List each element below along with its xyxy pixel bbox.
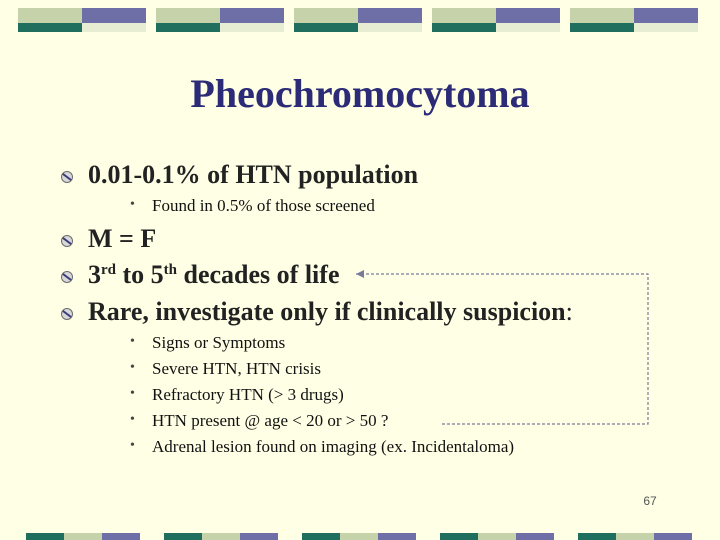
bottom-decorative-band: [0, 528, 720, 540]
sub-bullet-dot: •: [130, 360, 135, 375]
bullet-sex-ratio: M = F: [88, 224, 157, 253]
sub-bullet-screened: Found in 0.5% of those screened: [152, 196, 375, 215]
bullet-icon: [60, 307, 74, 321]
bullet-decades: 3rd to 5th decades of life: [88, 260, 340, 289]
top-decorative-band: [0, 0, 720, 32]
sub-bullet-dot: •: [130, 334, 135, 349]
sub-bullet-dot: •: [130, 412, 135, 427]
bullet-rare-investigate: Rare, investigate only if clinically suspicion:: [88, 297, 573, 326]
bullet-icon: [60, 234, 74, 248]
bullet-icon: [60, 270, 74, 284]
slide-title: Pheochromocytoma: [190, 71, 530, 116]
sub-bullet-dot: •: [130, 438, 135, 453]
sub-bullet-severe-htn: Severe HTN, HTN crisis: [152, 359, 322, 378]
page-number: 67: [643, 494, 657, 508]
bullet-icon: [60, 170, 74, 184]
sub-bullet-adrenal-lesion: Adrenal lesion found on imaging (ex. Incidentaloma): [152, 437, 515, 456]
sub-bullet-dot: •: [130, 197, 135, 212]
bullet-htn-population: 0.01-0.1% of HTN population: [88, 160, 419, 189]
sub-bullet-signs: Signs or Symptoms: [152, 333, 286, 352]
sub-bullet-dot: •: [130, 386, 135, 401]
sub-bullet-refractory: Refractory HTN (> 3 drugs): [152, 385, 344, 404]
sub-bullet-age: HTN present @ age < 20 or > 50 ?: [152, 411, 389, 430]
